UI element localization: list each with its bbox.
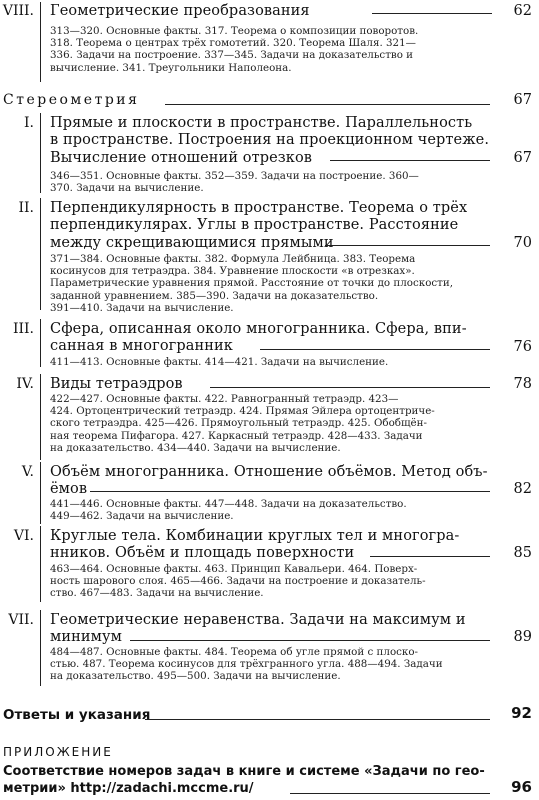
entry-subtopics: 411—413. Основные факты. 414—421. Задачи на вычисление.	[50, 356, 389, 368]
subtopic-line: 336. Задачи на построение. 337—345. Задачи на доказательство и	[50, 49, 414, 62]
entry-subtopics: 463—464. Основные факты. 463. Принцип Кавальери. 464. Поверх- ность шарового слоя. 465—466. Задачи на построение и доказатель- ство. 467—483. Задачи на вычисление.	[50, 563, 426, 600]
entry-subtopics: 371—384. Основные факты. 382. Формула Лейбница. 383. Теорема косинусов для тетраэдра. 384. Уравнение плоскости «в отрезках». Параметрические уравнения прямой. Расстояние от точки до плоскости, заданной уравнением. 385—390. Задачи на доказательство. 391—410. Задачи на вычисление.	[50, 253, 453, 314]
entry-subtopics: 441—446. Основные факты. 447—448. Задачи на доказательство. 449—462. Задачи на вычисление.	[50, 498, 407, 523]
entry-divider	[40, 526, 41, 602]
subtopic-line: 313—320. Основные факты. 317. Теорема о композиции поворотов.	[50, 25, 419, 37]
leader-dots	[145, 719, 490, 720]
entry-divider	[40, 374, 41, 460]
entry-divider	[40, 610, 41, 686]
entry-subtopics	[50, 25, 530, 74]
page-number: 96	[511, 778, 532, 796]
page-number: 89	[513, 629, 532, 645]
leader-dots	[260, 349, 490, 350]
entry-divider	[40, 462, 41, 524]
leader-dots	[210, 387, 490, 388]
leader-dots	[290, 793, 490, 794]
subtopic-line: 318. Теорема о центрах трёх гомотетий. 320. Теорема Шаля. 321—	[50, 37, 416, 50]
leader-dots	[165, 104, 490, 105]
entry-title: Геометрические преобразования	[50, 3, 310, 19]
page-number: 67	[513, 150, 532, 166]
leader-dots	[130, 640, 490, 641]
page-number: 78	[513, 376, 532, 392]
entry-number: VI.	[13, 528, 34, 544]
page-number: 70	[513, 235, 532, 251]
page-number: 92	[511, 704, 532, 722]
entry-title: Прямые и плоскости в пространстве. Параллельность в пространстве. Построения на проекционном чертеже. Вычисление отношений отрезков	[50, 115, 490, 166]
entry-subtopics: 346—351. Основные факты. 352—359. Задачи на построение. 360— 370. Задачи на вычисление.	[50, 170, 419, 195]
leader-dots	[370, 556, 490, 557]
page-number: 82	[513, 481, 532, 497]
entry-subtopics: 422—427. Основные факты. 422. Равногранный тетраэдр. 423— 424. Ортоцентрический тетраэдр. 424. Прямая Эйлера ортоцентриче- ского тетраэдра. 425—426. Прямоугольный тетраэдр. 425. Обобщён- ная теорема Пифагора. 427. Каркасный тетраэдр. 428—433. Задачи на доказательство. 434—440. Задачи на вычисление.	[50, 393, 435, 454]
top-rule	[0, 0, 539, 1]
entry-title: Виды тетраэдров	[50, 376, 183, 392]
leader-dots	[325, 245, 490, 246]
entry-divider	[40, 113, 41, 193]
answers-title: Ответы и указания	[3, 707, 151, 723]
page-number: 67	[513, 92, 532, 108]
entry-subtopics: 484—487. Основные факты. 484. Теорема об угле прямой с плоско- стью. 487. Теорема косинусов для трёхгранного угла. 488—494. Задачи на доказательство. 495—500. Задачи на вычисление.	[50, 646, 443, 683]
entry-divider	[40, 319, 41, 367]
entry-divider	[40, 198, 41, 310]
page-number: 62	[513, 3, 532, 19]
entry-number: V.	[21, 464, 34, 480]
section-heading: Стереометрия	[3, 92, 140, 108]
entry-title: Геометрические неравенства. Задачи на максимум и минимум	[50, 612, 466, 646]
entry-number: IV.	[16, 376, 34, 392]
entry-title: Сфера, описанная около многогранника. Сфера, впи- санная в многогранник	[50, 321, 467, 355]
entry-number: VII.	[8, 612, 34, 628]
appendix-title: Соответствие номеров задач в книге и системе «Задачи по гео- метрии» http://zadachi.mccme.ru/	[3, 764, 485, 796]
entry-number: III.	[12, 321, 34, 337]
entry-number: II.	[18, 200, 34, 216]
subtopic-line: вычисление. 341. Треугольники Наполеона.	[50, 61, 292, 74]
page-number: 85	[513, 545, 532, 561]
leader-dots	[90, 491, 490, 492]
entry-number: VIII.	[2, 3, 34, 19]
leader-dots	[330, 160, 490, 161]
leader-dots	[372, 13, 492, 14]
entry-divider	[40, 2, 41, 82]
entry-title: Круглые тела. Комбинации круглых тел и многогра- нников. Объём и площадь поверхности	[50, 528, 460, 562]
entry-title: Объём многогранника. Отношение объёмов. Метод объ- ёмов	[50, 464, 488, 498]
page-number: 76	[513, 339, 532, 355]
entry-title: Перпендикулярность в пространстве. Теорема о трёх перпендикулярах. Углы в пространстве. Расстояние между скрещивающимися прямыми	[50, 200, 468, 251]
entry-number: I.	[24, 115, 34, 131]
appendix-label: ПРИЛОЖЕНИЕ	[3, 745, 113, 759]
